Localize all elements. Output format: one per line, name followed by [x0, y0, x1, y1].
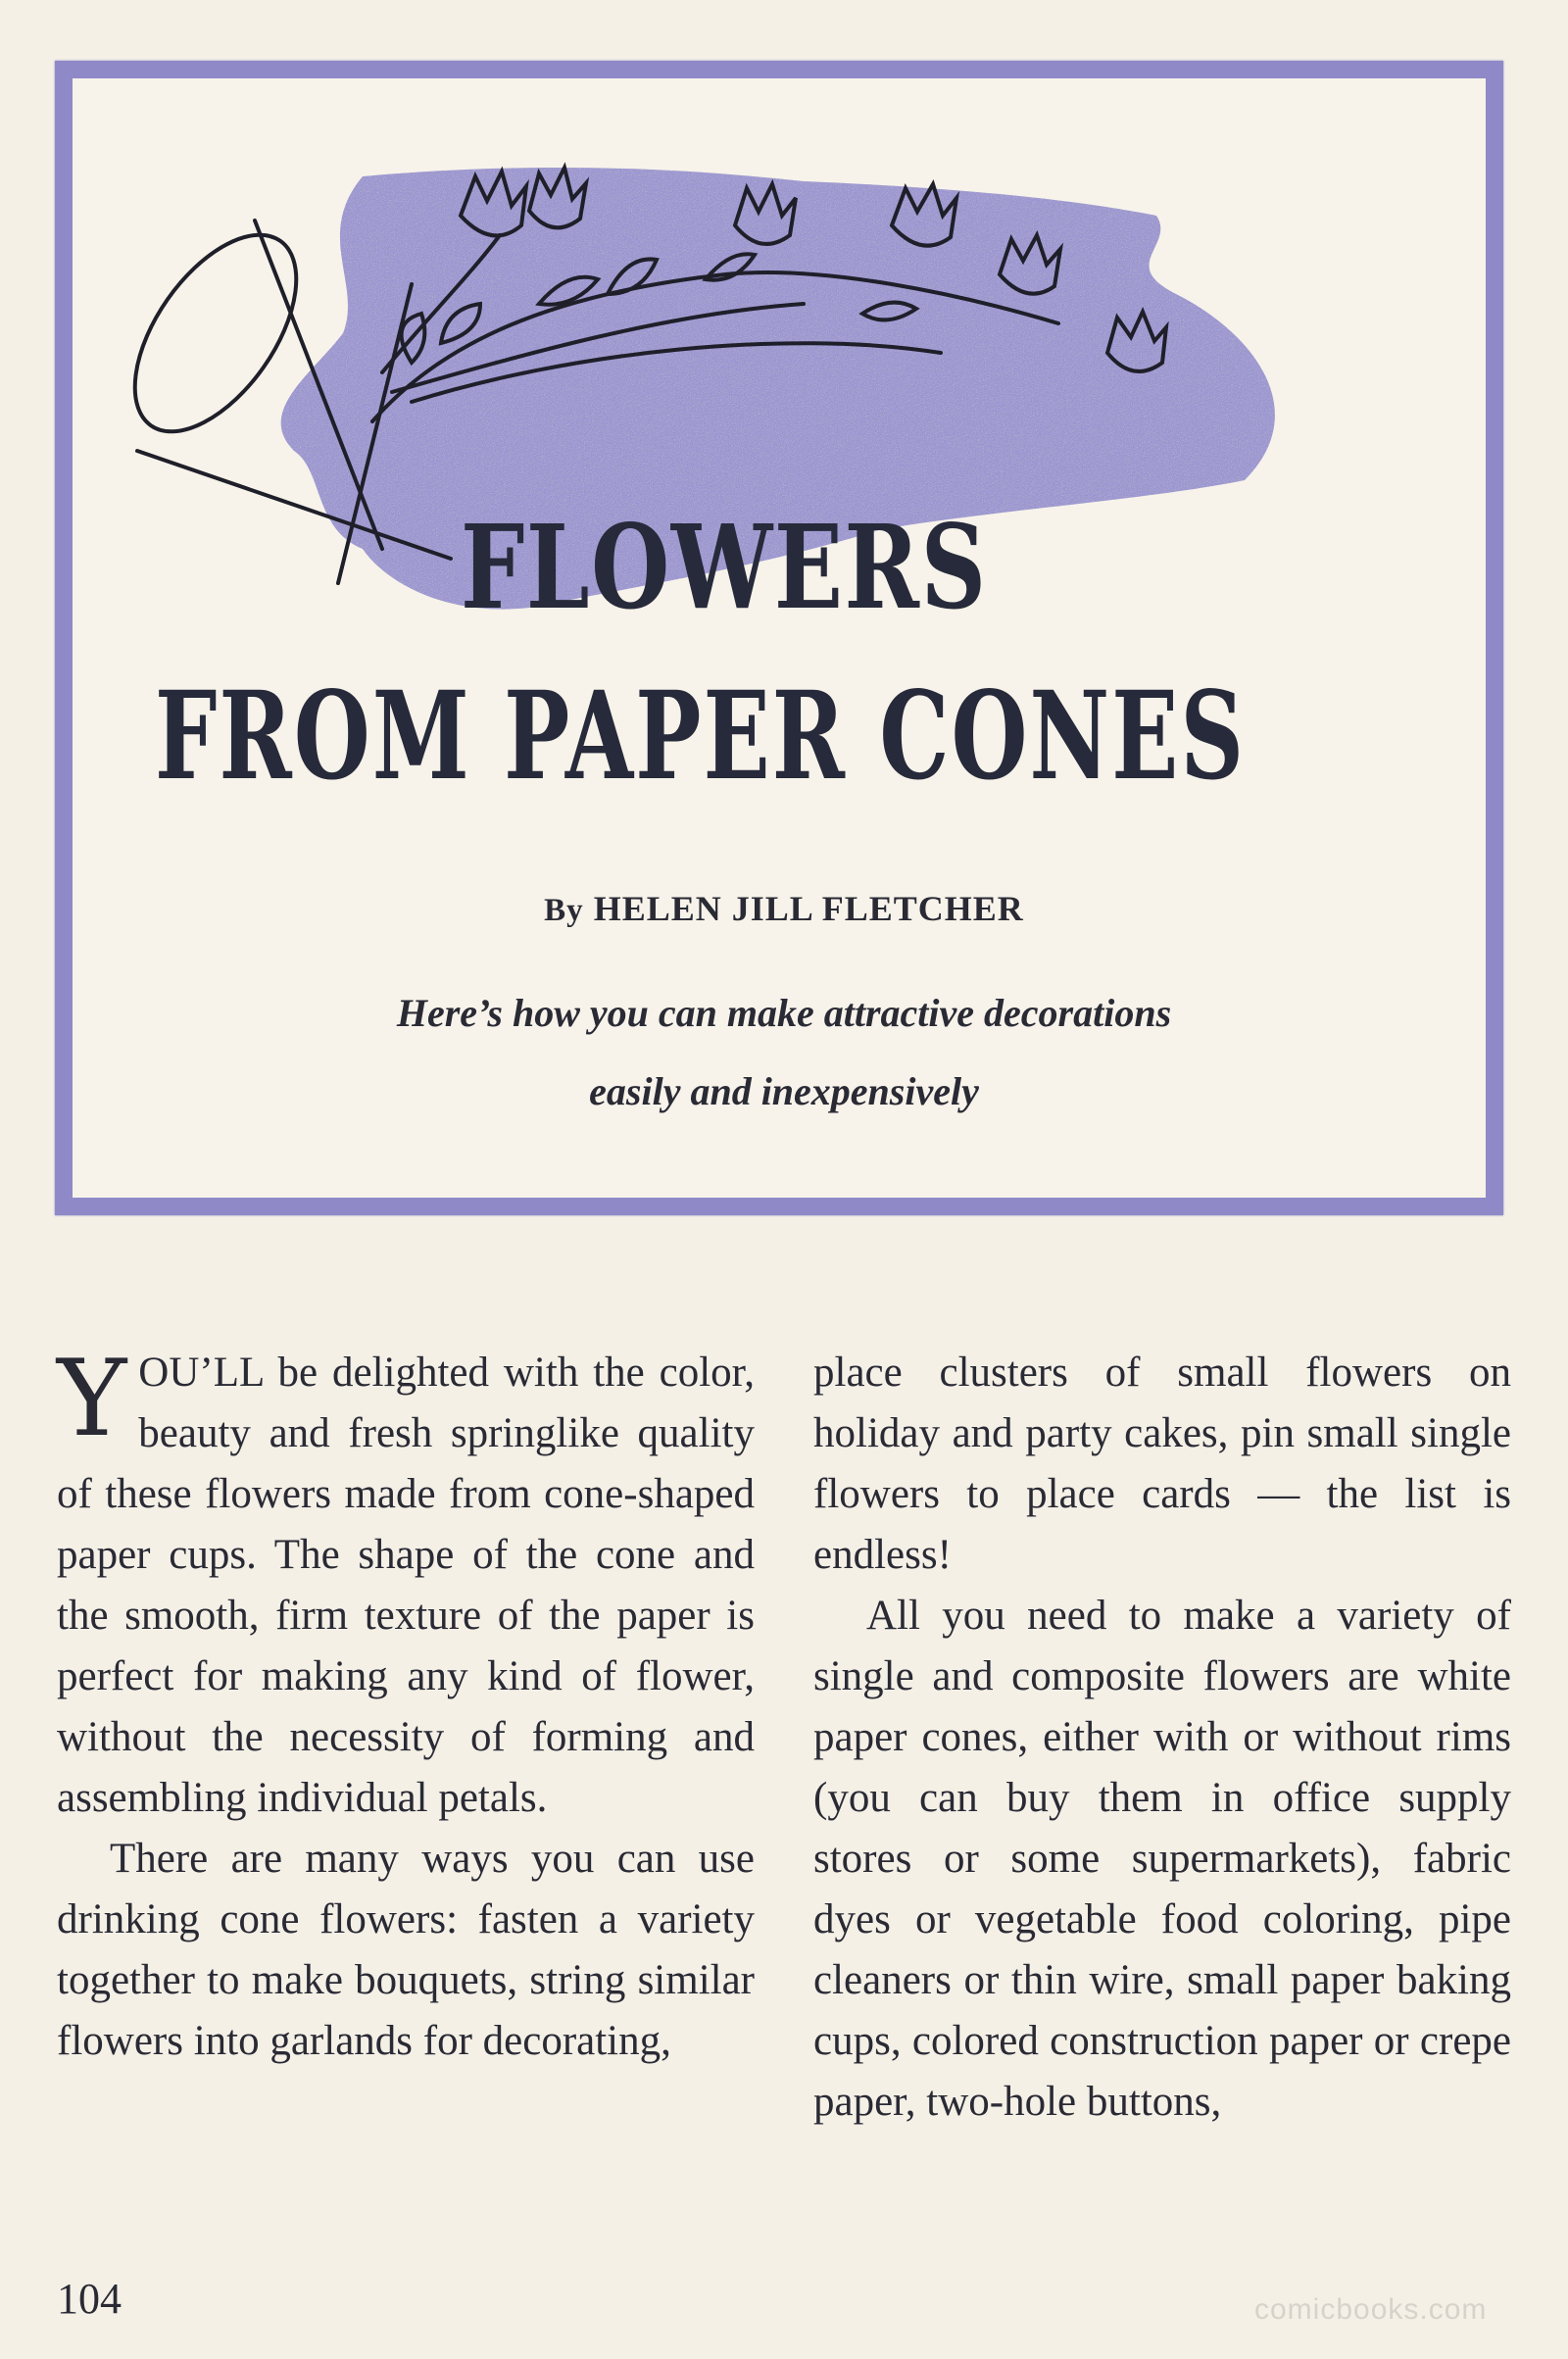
- byline-prefix: By: [544, 893, 584, 928]
- byline: [0, 888, 1568, 929]
- watermark: comicbooks.com: [1254, 2293, 1488, 2326]
- subtitle-line-2: easily and inexpensively: [589, 1069, 979, 1113]
- drop-cap: Y: [57, 1338, 127, 1460]
- paragraph: place clusters of small flowers on holiday and party cakes, pin small single flowers to place cards — the list is endless!: [813, 1350, 1511, 1578]
- subtitle-line-1: Here’s how you can make attractive decorations: [396, 991, 1172, 1035]
- author-name: HELEN JILL FLETCHER: [593, 889, 1024, 928]
- title-line-1: FLOWERS: [461, 499, 988, 635]
- title-line-2: FROM PAPER CONES: [155, 665, 1247, 808]
- body-column-right: [813, 1343, 1511, 2133]
- page-number: 104: [57, 2275, 122, 2323]
- subtitle: [0, 974, 1568, 1131]
- body-column-left: [57, 1338, 755, 2072]
- paragraph-text: OU’LL be delighted with the color, beauty and fresh springlike quality of these flowers made from cone-shaped paper cups. The shape of the cone and the smooth, firm texture of the paper is perfect for making any kind of flower, without the necessity of forming and assembling individual petals.: [57, 1350, 755, 1821]
- paragraph: All you need to make a variety of single and composite flowers are white paper cones, either with or without rims (you can buy them in office supply stores or some supermarkets), fabric dyes or vegetable food coloring, pipe cleaners or thin wire, small paper baking cups, colored construction paper or crepe paper, two-hole buttons,: [813, 1593, 1511, 2125]
- paragraph: There are many ways you can use drinking cone flowers: fasten a variety together to make bouquets, string similar flowers into garlands for decorating,: [57, 1836, 755, 2064]
- paragraph: [57, 1338, 755, 1829]
